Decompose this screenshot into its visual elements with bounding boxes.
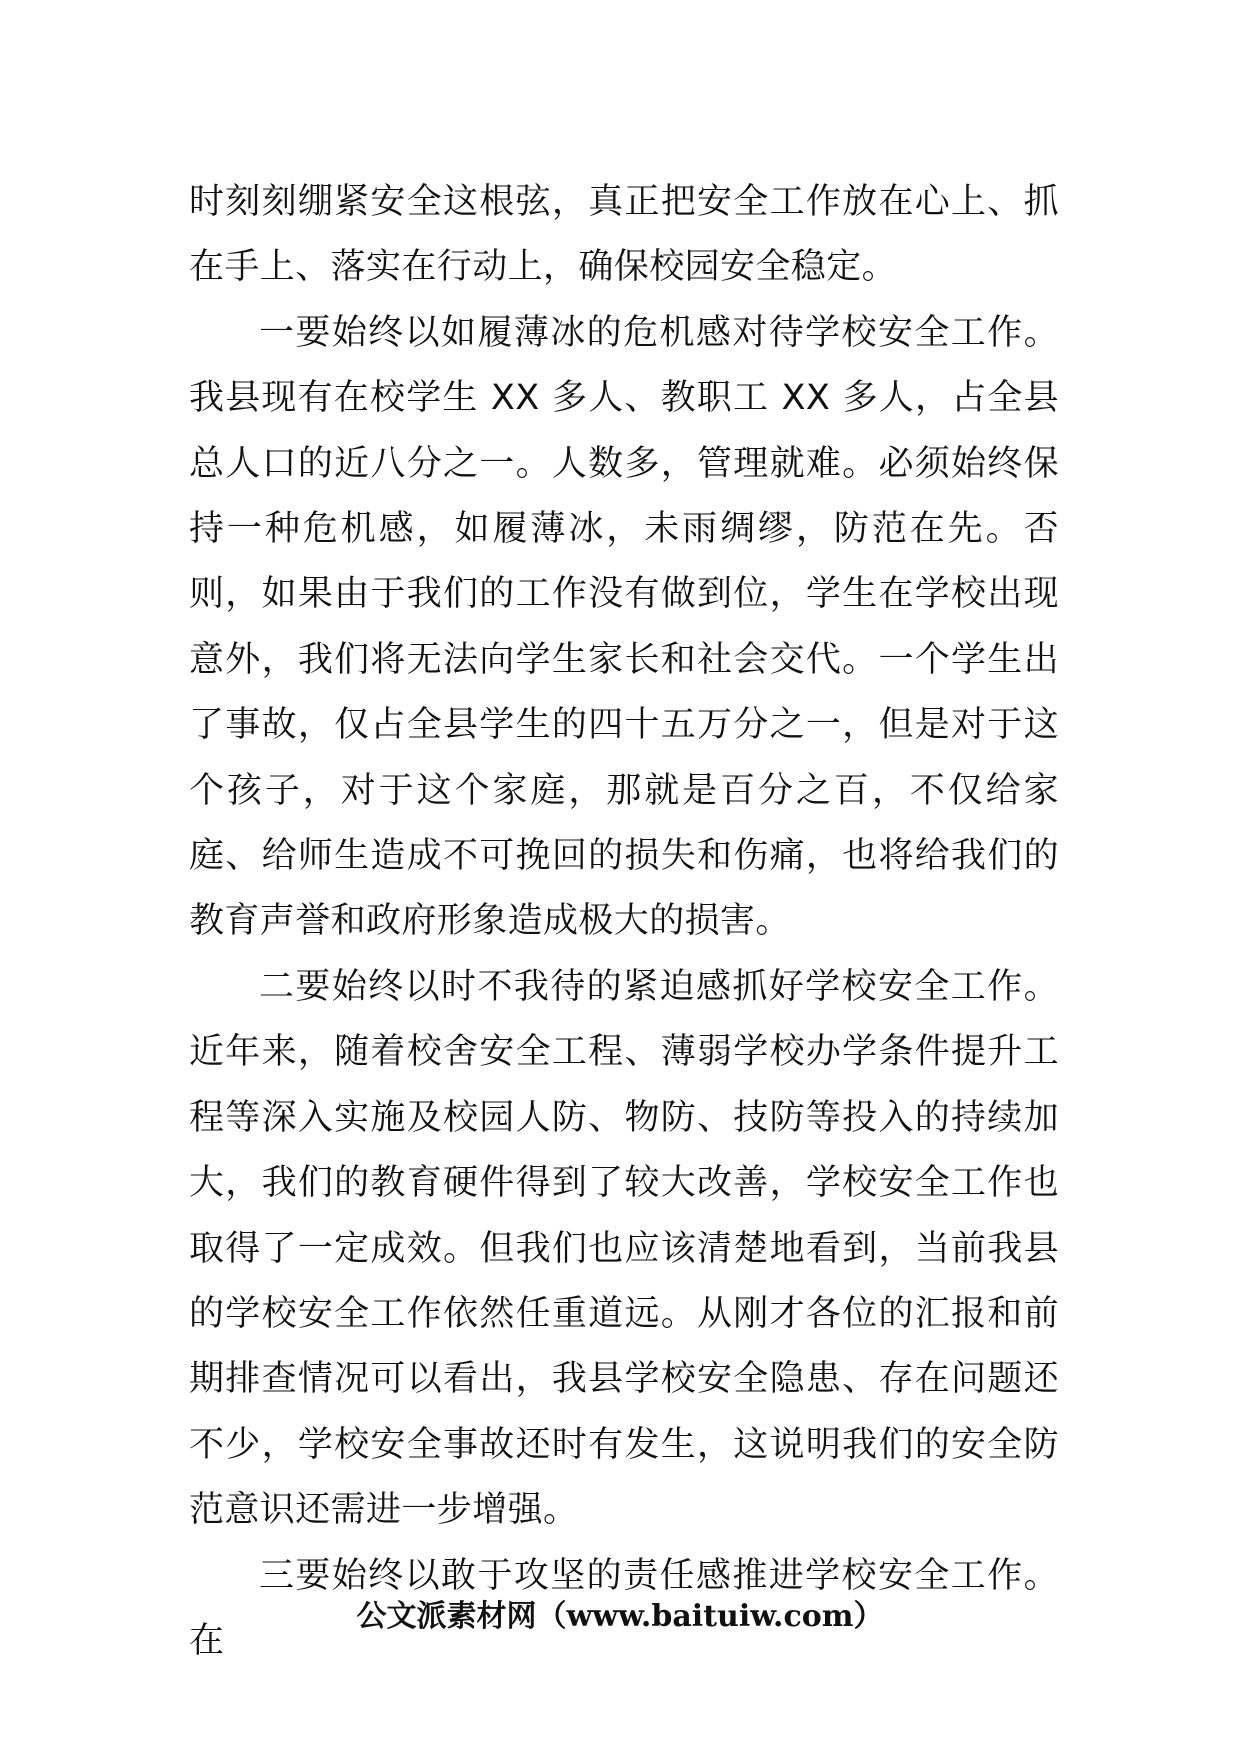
paragraph-continuation: 时刻刻绷紧安全这根弦，真正把安全工作放在心上、抓在手上、落实在行动上，确保校园安全稳定。 [189,182,1059,288]
document-body [189,170,1059,1674]
paragraph-point-one: 一要始终以如履薄冰的危机感对待学校安全工作。我县现有在校学生 XX 多人、教职工 XX 多人，占全县总人口的近八分之一。人数多，管理就难。必须始终保持一种危机感，如履薄冰，未雨绸缪，防范在先。否则，如果由于我们的工作没有做到位，学生在学校出现意外，我们将无法向学生家长和社会交代。一个学生出了事故，仅占全县学生的四十五万分之一，但是对于这个孩子，对于这个家庭，那就是百分之百，不仅给家庭、给师生造成不可挽回的损失和伤痛，也将给我们的教育声誉和政府形象造成极大的损害。 [189,312,1059,942]
paragraph-point-two: 二要始终以时不我待的紧迫感抓好学校安全工作。近年来，随着校舍安全工程、薄弱学校办学条件提升工程等深入实施及校园人防、物防、技防等投入的持续加大，我们的教育硬件得到了较大改善，学校安全工作也取得了一定成效。但我们也应该清楚地看到，当前我县的学校安全工作依然任重道远。从刚才各位的汇报和前期排查情况可以看出，我县学校安全隐患、存在问题还不少，学校安全事故还时有发生，这说明我们的安全防范意识还需进一步增强。 [189,966,1059,1531]
footer-watermark: 公文派素材网（www.baituiw.com） [356,1599,884,1634]
paragraph-point-three: 三要始终以敢于攻坚的责任感推进学校安全工作。在 [189,1555,1059,1661]
